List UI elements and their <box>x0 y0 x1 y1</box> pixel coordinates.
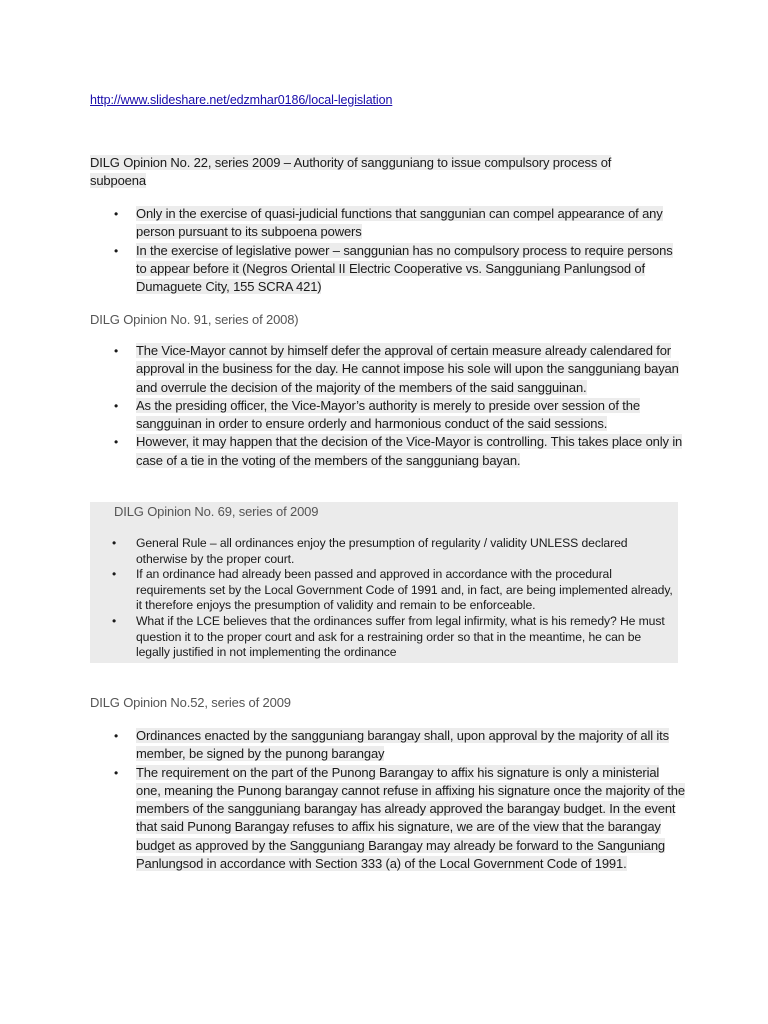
section-heading-opinion-52 <box>90 694 650 712</box>
bullet-icon: • <box>112 567 117 582</box>
bullet-icon: • <box>112 613 117 628</box>
list-item-text: Only in the exercise of quasi-judicial functions that sanggunian can compel appearance of any person pursuant to its subpoena powers <box>136 206 663 240</box>
list-item <box>90 205 686 242</box>
bullet-icon: • <box>114 344 119 358</box>
highlighted-block-opinion-69 <box>90 502 678 663</box>
list-item-text: However, it may happen that the decision of the Vice-Mayor is controlling. This takes place only in case of a tie in the voting of the members of the sangguniang bayan. <box>136 434 683 468</box>
list-item <box>90 614 678 661</box>
list-item-text: Ordinances enacted by the sangguniang barangay shall, upon approval by the majority of all its member, be signed by the punong barangay <box>136 728 669 762</box>
bullet-list-opinion-22 <box>90 205 686 296</box>
bullet-list-opinion-69 <box>90 536 678 661</box>
section-heading-opinion-69: DILG Opinion No. 69, series of 2009 <box>114 504 319 519</box>
bullet-list-opinion-52 <box>90 727 686 873</box>
bullet-list-opinion-91 <box>90 342 686 470</box>
list-item <box>90 342 686 397</box>
list-item-text: In the exercise of legislative power – sanggunian has no compulsory process to require persons to appear before it (Negros Oriental II Electric Cooperative vs. Sangguniang Panlungsod of Dumaguete City, 155 SCRA 421) <box>136 242 673 295</box>
list-item <box>90 536 678 567</box>
section-heading-text: DILG Opinion No. 22, series 2009 – Authority of sangguniang to issue compulsory process of subpoena <box>90 155 612 188</box>
list-item <box>90 433 686 470</box>
list-item <box>90 397 686 434</box>
section-heading-text: DILG Opinion No. 91, series of 2008) <box>90 312 299 327</box>
source-link[interactable]: http://www.slideshare.net/edzmhar0186/local-legislation <box>90 93 393 107</box>
list-item-text: General Rule – all ordinances enjoy the presumption of regularity / validity UNLESS declared otherwise by the proper court. <box>136 536 628 566</box>
list-item-text: As the presiding officer, the Vice-Mayor’s authority is merely to preside over session of the sangguinan in order to ensure orderly and harmonious conduct of the said sessions. <box>136 397 640 432</box>
bullet-icon: • <box>114 398 119 413</box>
list-item-text: The Vice-Mayor cannot by himself defer the approval of certain measure already calendared for approval in the business for the day. He cannot impose his sole will upon the sangguniang bayan and overrule the decision of the majority of the members of the said sangguinan. <box>136 343 679 395</box>
bullet-icon: • <box>112 536 117 550</box>
bullet-icon: • <box>114 243 119 258</box>
list-item <box>90 242 686 297</box>
list-item <box>90 764 686 874</box>
list-item-text: What if the LCE believes that the ordinances suffer from legal infirmity, what is his remedy? He must question it to the proper court and ask for a restraining order so that in the meantime, he can be legally justified in not implementing the ordinance <box>136 613 665 660</box>
section-heading-opinion-91 <box>90 311 650 329</box>
list-item <box>90 727 686 764</box>
list-item <box>90 567 678 614</box>
section-heading-opinion-22 <box>90 154 650 190</box>
bullet-icon: • <box>114 435 119 450</box>
bullet-icon: • <box>114 765 119 780</box>
bullet-icon: • <box>114 729 119 743</box>
section-heading-text: DILG Opinion No.52, series of 2009 <box>90 695 291 710</box>
bullet-icon: • <box>114 207 119 221</box>
list-item-text: The requirement on the part of the Punong Barangay to affix his signature is only a ministerial one, meaning the Punong barangay cannot refuse in affixing his signature once the majority of the members of the sangguniang barangay has already approved the barangay budget. In the event that said Punong Barangay refuses to affix his signature, we are of the view that the barangay budget as approved by the Sangguniang Barangay may already be forward to the Sanguniang Panlungsod in accordance with Section 333 (a) of the Local Government Code of 1991. <box>136 764 685 872</box>
list-item-text: If an ordinance had already been passed and approved in accordance with the procedural requirements set by the Local Government Code of 1991 and, in fact, are being implemented already, it therefore enjoys the presumption of validity and remain to be enforceable. <box>136 567 673 613</box>
